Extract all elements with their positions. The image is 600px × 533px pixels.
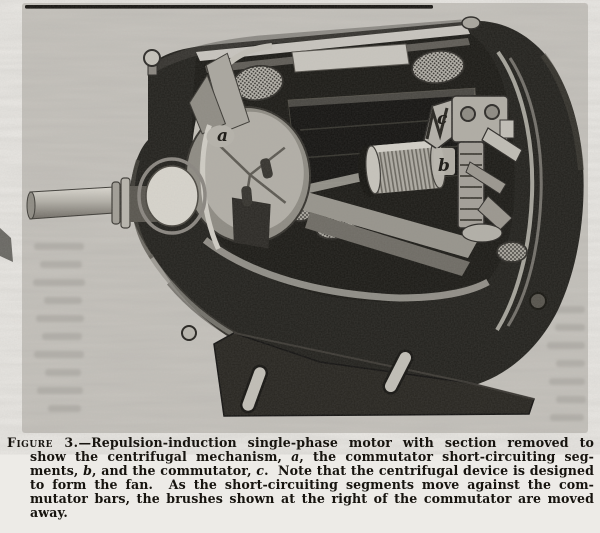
label-a-centrifugal-mechanism: a — [217, 126, 229, 146]
caption-text: show the centrifugal mechanism, — [30, 448, 292, 464]
caption-figure-word: Figure 3. — [7, 435, 79, 450]
caption-text: mutator bars, the brushes shown at the right of the commutator are moved — [30, 490, 594, 506]
label-c-commutator: c — [437, 109, 448, 129]
caption-part-letter: b — [83, 462, 92, 478]
caption-text: . Note that the centrifugal device is designed — [264, 462, 594, 478]
caption-part-letter: a — [291, 448, 300, 464]
caption-text: to form the fan. As the short-circuiting segments move against the com- — [30, 476, 594, 492]
caption-line — [7, 478, 594, 492]
caption-line — [7, 506, 594, 520]
caption-text: , and the commutator, — [92, 462, 257, 478]
caption-line — [7, 492, 594, 506]
caption-text: ments, — [30, 462, 84, 478]
caption-line — [7, 436, 594, 450]
label-b-short-circuiting-segments: b — [438, 156, 450, 176]
caption-text: —Repulsion-induction single-phase motor with section removed to — [78, 435, 594, 450]
figure-caption — [7, 436, 594, 519]
halftone-grain-overlay — [22, 3, 588, 433]
caption-line — [7, 450, 594, 464]
caption-line — [7, 464, 594, 478]
caption-text: , the commutator short-circuiting seg- — [299, 448, 595, 464]
caption-text: away. — [30, 504, 68, 520]
caption-part-letter: c — [256, 462, 265, 478]
